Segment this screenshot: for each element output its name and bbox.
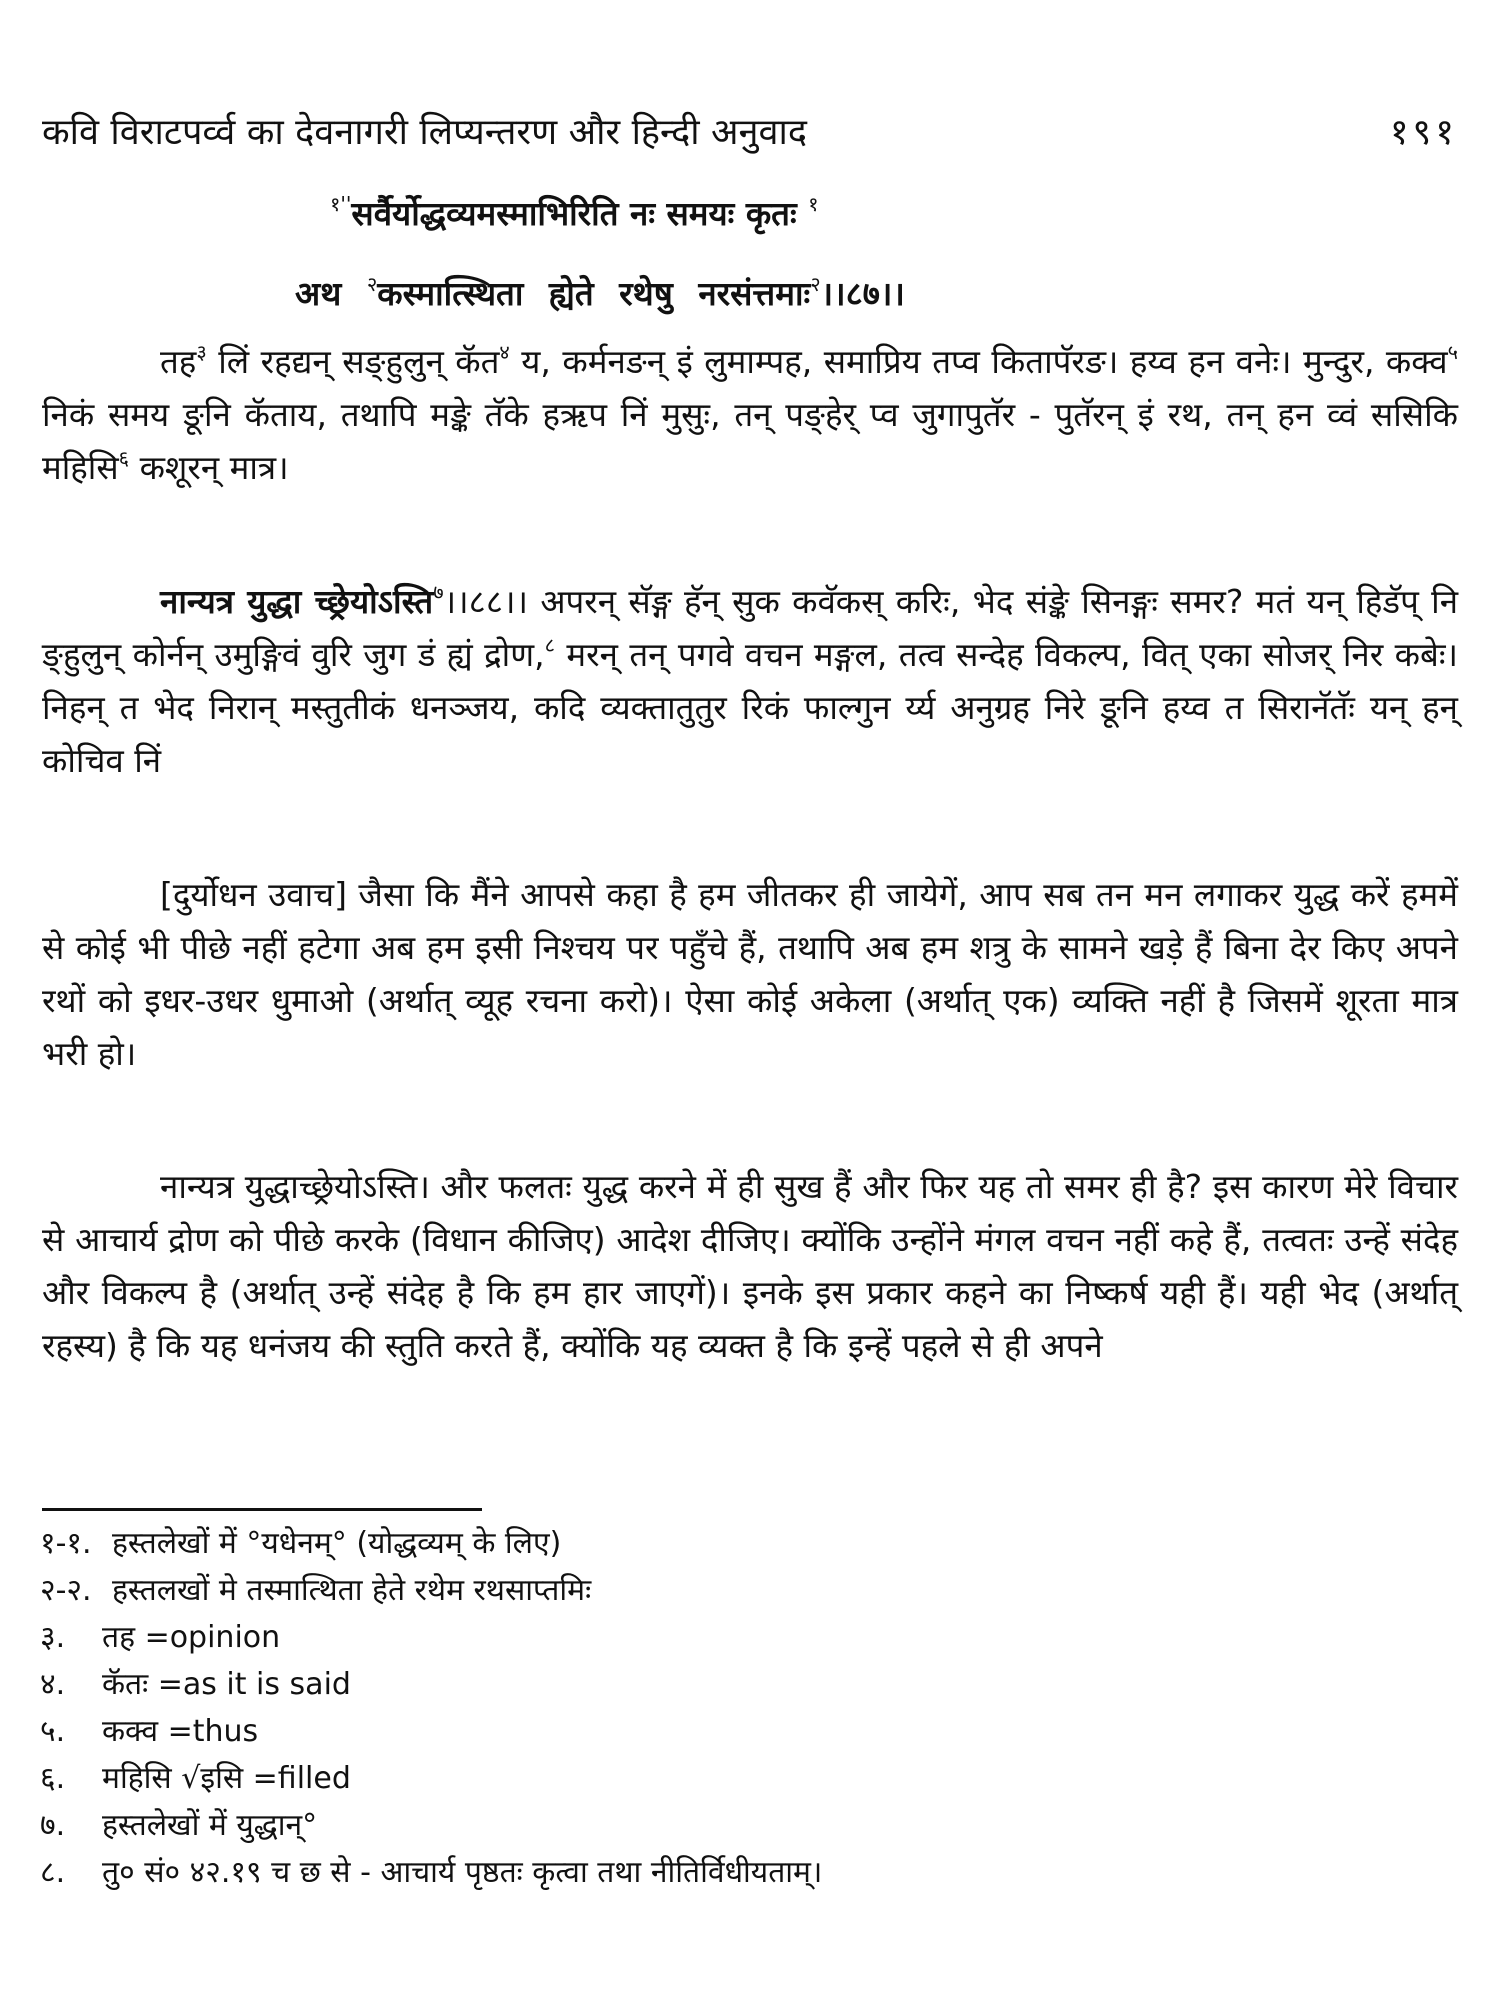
footnote-item — [40, 1755, 1460, 1802]
footnote-number: ६. — [40, 1761, 66, 1796]
verse-line-1 — [330, 190, 819, 238]
para2-text-a: ।।८८।। अपरन् सॅङ्ग हॅन् सुक कवॅकस् करिः, भेद संङ्के सिनङ्गः समर? मतं यन् हिडॅप् नि ङ्हुलुन् कोर्नन् उमुङ्गिवं वुरि जुग डं ह्यं द्रोण, — [42, 582, 1459, 674]
footnote-item — [40, 1567, 1460, 1614]
verse-line-2-text: कस्मात्स्थिता ह्येते रथेषु नरसंत्तमाः — [377, 274, 811, 313]
footnote-text: महिसि √इसि =filled — [102, 1761, 351, 1796]
para1-text-b: लिं रहद्यन् सङ्हुलुन् कॅत — [206, 342, 500, 381]
para2-text-b: मरन् तन् पगवे वचन मङ्गल, तत्व सन्देह विकल्प, वित् एका सोजर् निर कबेः। निहन् त भेद निरान् मस्तुतीकं धनञ्जय, कदि व्यक्तातुतुर रिकं फाल्गुन र्य्य अनुग्रह निरे ङूनि हय्व त सिरानॅतॅः यन् हन् कोचिव निं — [42, 635, 1458, 780]
footnote-number: २-२. — [40, 1573, 92, 1608]
verse-line-1-footnote-ref: १ — [808, 192, 819, 216]
verse-line-2 — [295, 270, 905, 318]
footnote-text: तह =opinion — [102, 1620, 281, 1655]
footnote-text: हस्तलखों मे तस्मात्थिता हेते रथेम रथसाप्तमिः — [112, 1573, 592, 1608]
verse-number: ।।८७।। — [820, 274, 905, 313]
hindi-translation-paragraph-2: नान्यत्र युद्धाच्छ्रेयोऽस्ति। और फलतः युद्ध करने में ही सुख हैं और फिर यह तो समर ही है? इस कारण मेरे विचार से आचार्य द्रोण को पीछे करके (विधान कीजिए) आदेश दीजिए। क्योंकि उन्होंने मंगल वचन नहीं कहे हैं, तत्वतः उन्हें संदेह और विकल्प है (अर्थात् उन्हें संदेह है कि हम हार जाएगें)। इनके इस प्रकार कहने का निष्कर्ष यही हैं। यही भेद (अर्थात् रहस्य) है कि यह धनंजय की स्तुति करते हैं, क्योंकि यह व्यक्त है कि इन्हें पहले से ही अपने — [42, 1167, 1458, 1365]
footnote-ref-8: ८ — [544, 633, 555, 657]
footnote-ref-5: ५ — [1447, 340, 1458, 364]
footnote-item — [40, 1520, 1460, 1567]
footnote-number: ७. — [40, 1808, 66, 1843]
footnote-text: कॅतः =as it is said — [102, 1667, 351, 1702]
verse-line-2-footnote-ref: २ — [810, 272, 821, 296]
verse-line-2-lead: अथ — [295, 274, 342, 313]
footnote-ref-7: ७ — [433, 580, 444, 604]
verse-line-1-mark: १'' — [330, 192, 352, 216]
footnote-number: ४. — [40, 1667, 66, 1702]
footnote-text: कक्व =thus — [102, 1714, 259, 1749]
transliteration-paragraph-2 — [42, 575, 1458, 787]
footnote-ref-3: ३ — [196, 340, 207, 364]
footnote-number: ८. — [40, 1855, 66, 1890]
footnote-item — [40, 1849, 1460, 1896]
running-header — [42, 108, 1458, 158]
footnote-text: हस्तलेखों में युद्धान्° — [102, 1808, 318, 1843]
para1-text-c: य, कर्मनङन् इं लुमाम्पह, समाप्रिय तप्व कितापॅरङ। हय्व हन वनेः। मुन्दुर, कक्व — [509, 342, 1448, 381]
footnote-text: तु० सं० ४२.१९ च छ से - आचार्य पृष्ठतः कृत्वा तथा नीतिर्विधीयताम्। — [102, 1855, 823, 1890]
footnote-item — [40, 1614, 1460, 1661]
para2-verse-quote: नान्यत्र युद्धा च्छ्रेयोऽस्ति — [160, 582, 434, 621]
footnote-number: १-१. — [40, 1526, 92, 1561]
transliteration-paragraph-1 — [42, 335, 1458, 494]
para1-text-a: तह — [160, 342, 197, 381]
footnote-number: ३. — [40, 1620, 66, 1655]
running-title: कवि विराटपर्व्व का देवनागरी लिप्यन्तरण और हिन्दी अनुवाद — [42, 112, 807, 153]
footnote-ref-6: ६ — [118, 446, 130, 470]
footnotes — [40, 1520, 1460, 1896]
para1-text-e: कशूरन् मात्र। — [129, 448, 289, 487]
hindi-translation-paragraph-1: [दुर्योधन उवाच] जैसा कि मैंने आपसे कहा है हम जीतकर ही जायेगें, आप सब तन मन लगाकर युद्ध करें हममें से कोई भी पीछे नहीं हटेगा अब हम इसी निश्चय पर पहुँचे हैं, तथापि अब हम शत्रु के सामने खड़े हैं बिना देर किए अपने रथों को इधर-उधर धुमाओ (अर्थात् व्यूह रचना करो)। ऐसा कोई अकेला (अर्थात् एक) व्यक्ति नहीं है जिसमें शूरता मात्र भरी हो। — [42, 875, 1458, 1073]
verse-line-2-mark: २ — [366, 272, 378, 296]
footnote-ref-4: ४ — [499, 340, 510, 364]
page-number: १९१ — [1389, 112, 1458, 153]
footnote-text: हस्तलेखों में °यधेनम्° (योद्धव्यम् के लिए) — [112, 1526, 562, 1561]
footnote-divider — [42, 1508, 482, 1511]
footnote-item — [40, 1661, 1460, 1708]
footnote-number: ५. — [40, 1714, 66, 1749]
para1-text-d: निकं समय ङूनि कॅताय, तथापि मङ्के तॅके हऋप निं मुसुः, तन् पङ्हेर् प्व जुगापुतॅर - पुतॅरन् इं रथ, तन् हन व्वं ससिकि महिसि — [42, 395, 1458, 487]
footnote-item — [40, 1802, 1460, 1849]
verse-line-1-text: सर्वैर्योद्धव्यमस्माभिरिति नः समयः कृतः — [351, 194, 797, 233]
footnote-item — [40, 1708, 1460, 1755]
